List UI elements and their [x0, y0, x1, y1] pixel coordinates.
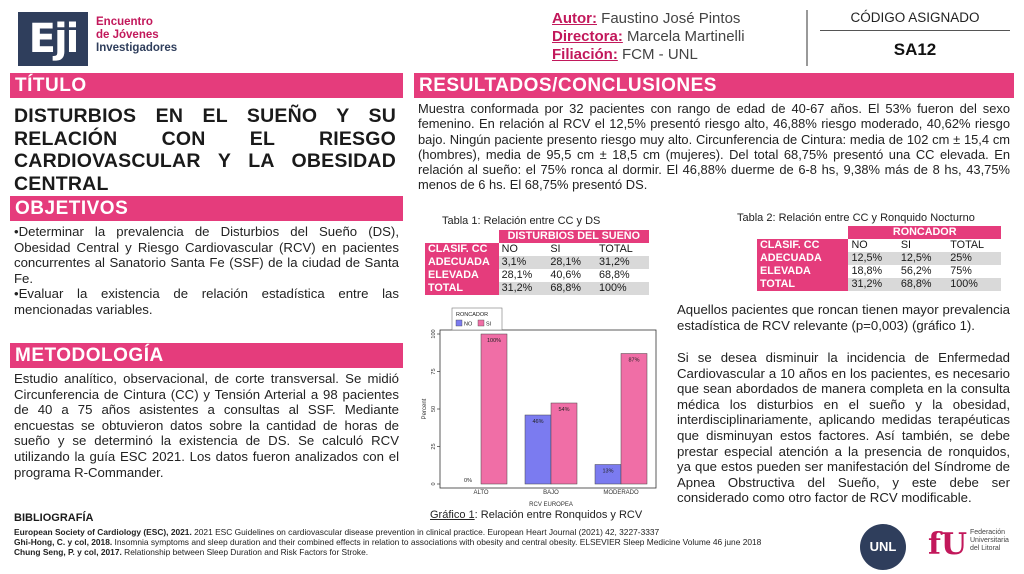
table1-col-header: CLASIF. CC [425, 243, 499, 256]
legend-swatch-si [478, 320, 484, 326]
table1-cell: 31,2% [499, 282, 548, 295]
bar-data-label: 87% [628, 357, 640, 364]
bib-entry-text: Relationship between Sleep Duration and Risk Factors for Stroke. [121, 547, 369, 558]
table1 [425, 230, 649, 295]
x-tick-label: BAJO [543, 490, 559, 496]
table-row [425, 256, 649, 269]
director-line [552, 28, 745, 46]
affiliation-label: Filiación: [552, 46, 618, 63]
bib-entry-author: Chung Seng, P. y col, 2017. [14, 547, 122, 558]
table-row [425, 269, 649, 282]
table2-col-header: SI [898, 239, 947, 252]
bib-entry [14, 537, 784, 547]
objetivo-1: •Determinar la prevalencia de Disturbios del Sueño (DS), Obesidad Central y Riesgo Cardiovascular (RCV) en pacientes concurrentes al Sanatorio Santa Fe (SSF) de la ciudad de Santa Fe. [14, 224, 399, 286]
table2-cell: 100% [947, 278, 1001, 291]
bib-entry-author: Ghi-Hong, C. y col, 2018. [14, 537, 113, 548]
bib-entry-text: Insomnia symptoms and sleep duration and their combined effects in relation to associations with obesity and central obesity. ELSEVIER Sleep Medicine Volume 46 june 2018 [112, 537, 762, 548]
table2-corner [757, 226, 848, 239]
code-label: CÓDIGO ASIGNADO [850, 10, 980, 25]
y-tick-label: 100 [431, 329, 437, 339]
fu-logo: fU [928, 527, 968, 562]
author-block [552, 10, 745, 64]
table2-col-header: CLASIF. CC [757, 239, 848, 252]
table2-row-label: TOTAL [757, 278, 848, 291]
table2-cell: 12,5% [898, 252, 947, 265]
bibliography-list [14, 527, 784, 558]
affiliation-line [552, 46, 745, 64]
objetivos-text [14, 224, 399, 318]
resultados-intro: Muestra conformada por 32 pacientes con rango de edad de 40-67 años. El 53% fueron del sexo femenino. En relación al RCV el 12,5% presentó riesgo alto, 46,88% riesgo moderado, 40,62% riesgo bajo. Ningún paciente presento riesgo muy alto. Circunferencia de Cintura: media de 102 cm ± 15,4 cm (hombres), media de 95,5 cm ± 18,5 cm (mujeres). Del total 68,75% presentó una CC elevada. En relación al sueño: el 75% ronca al dormir. El 46,88% duerme de 6-8 hs, 9,38% más de 8 hs, 43,75% menos de 6 hs. El 68,75% presentó DS. [418, 101, 1010, 193]
table2-cell: 56,2% [898, 265, 947, 278]
table2-col-header: TOTAL [947, 239, 1001, 252]
x-axis-label: RCV EUROPEA [529, 502, 573, 508]
table2-row-label: ADECUADA [757, 252, 848, 265]
bar-data-label: 100% [486, 338, 502, 344]
chart-caption-text: : Relación entre Ronquidos y RCV [474, 509, 643, 521]
table-row [757, 265, 1001, 278]
section-header-bibliografia: BIBLIOGRAFÍA [14, 512, 94, 524]
chart-caption [430, 509, 642, 521]
table2-cell: 31,2% [848, 278, 897, 291]
bib-entry [14, 547, 784, 557]
objetivo-2: •Evaluar la existencia de relación estadística entre las mencionadas variables. [14, 286, 399, 317]
y-axis-label: Percent [422, 398, 428, 420]
table1-cell: 3,1% [499, 256, 548, 269]
director-label: Directora: [552, 28, 623, 45]
table2 [757, 226, 1001, 291]
chart-ronquidos-rcv [420, 306, 664, 508]
table1-corner [425, 230, 499, 243]
unl-logo: UNL [860, 524, 906, 570]
poster-title: DISTURBIOS EN EL SUEÑO Y SU RELACIÓN CON EL RIESGO CARDIOVASCULAR Y LA OBESIDAD CENTRAL [14, 105, 396, 195]
y-tick-label: 25 [431, 443, 437, 450]
table-row [425, 282, 649, 295]
author-label: Autor: [552, 10, 597, 27]
author-line [552, 10, 745, 28]
metodologia-text: Estudio analítico, observacional, de corte transversal. Se midió Circunferencia de Cintura (CC) y Tensión Arterial a 98 pacientes de 40 a 75 años asistentes a consultas al SSF. Mediante encuestas se obtuvieron datos sobre la cantidad de horas de sueño y se determinó la existencia de DS. Se calculó RCV utilizando la guía ESC 2021. Los datos fueron analizados con el programa R-Commander. [14, 371, 399, 480]
resultados-right-2: Si se desea disminuir la incidencia de Enfermedad Cardiovascular a 10 años en los pacientes, es necesario que sean abordados de manera completa en la consulta médica los disturbios en el sueño y la obesidad, interdisciplinariamente, aplicando medidas terapéuticas que disminuyan estos factores. Así también, se debe prestar especial atención a la presencia de ronquidos, ya que estos pueden ser manifestación del Síndrome de Apnea Obstructiva del Sueño, y este debe ser considerado como otro factor de RCV modificable. [677, 350, 1010, 506]
section-header-metodologia: METODOLOGÍA [10, 343, 403, 368]
eji-logo-text [96, 16, 177, 55]
bib-entry [14, 527, 784, 537]
table-row [757, 252, 1001, 265]
logo-line-3: Investigadores [96, 42, 178, 54]
table2-cell: 68,8% [898, 278, 947, 291]
bib-entry-text: 2021 ESC Guidelines on cardiovascular disease prevention in clinical practice. European Heart Journal (2021) 42, 3227-3337 [191, 527, 660, 537]
fu-line: Universitaria [970, 537, 1009, 544]
table2-cell: 12,5% [848, 252, 897, 265]
table2-cell: 75% [947, 265, 1001, 278]
legend-entry: NO [464, 321, 473, 328]
bar-no-bajo [525, 415, 551, 484]
table1-col-header: TOTAL [596, 243, 649, 256]
bar-si-alto [481, 334, 507, 484]
table1-cell: 28,1% [499, 269, 548, 282]
fu-line: del Litoral [970, 545, 1001, 552]
table1-col-header: SI [547, 243, 596, 256]
table1-row-label: TOTAL [425, 282, 499, 295]
table1-cell: 68,8% [596, 269, 649, 282]
bar-data-label: 46% [532, 419, 544, 425]
y-tick-label: 0 [431, 482, 437, 486]
logo-line-1: Encuentro [96, 16, 153, 28]
bib-entry-author: European Society of Cardiology (ESC), 2021. [14, 527, 192, 537]
bar-data-label: 0% [464, 478, 472, 484]
x-tick-label: ALTO [473, 490, 489, 496]
logo-line-2: de Jóvenes [96, 29, 159, 41]
header-divider [806, 10, 808, 66]
table2-caption: Tabla 2: Relación entre CC y Ronquido Nocturno [737, 212, 975, 224]
table2-row-label: ELEVADA [757, 265, 848, 278]
section-header-objetivos: OBJETIVOS [10, 196, 403, 221]
section-header-resultados: RESULTADOS/CONCLUSIONES [414, 73, 1014, 98]
affiliation-value: FCM - UNL [617, 46, 698, 63]
table2-cell: 25% [947, 252, 1001, 265]
resultados-right-1: Aquellos pacientes que roncan tienen mayor prevalencia estadística de RCV relevante (p=0,003) (gráfico 1). [677, 302, 1010, 333]
table1-cell: 68,8% [547, 282, 596, 295]
table1-cell: 100% [596, 282, 649, 295]
author-value: Faustino José Pintos [597, 10, 741, 27]
chart-legend-title: RONCADOR [456, 312, 489, 318]
bar-data-label: 54% [558, 407, 570, 413]
table1-cell: 31,2% [596, 256, 649, 269]
legend-swatch-no [456, 320, 462, 326]
table1-cell: 28,1% [547, 256, 596, 269]
fu-logo-text [970, 529, 1009, 553]
table2-group-header: RONCADOR [848, 226, 1001, 239]
table1-col-header: NO [499, 243, 548, 256]
table1-group-header: DISTURBIOS DEL SUEÑO [499, 230, 649, 243]
table1-row-label: ADECUADA [425, 256, 499, 269]
x-tick-label: MODERADO [603, 490, 639, 496]
legend-entry: SI [486, 321, 492, 328]
director-value: Marcela Martinelli [622, 28, 745, 45]
fu-line: Federación [970, 529, 1006, 536]
chart-caption-label: Gráfico 1 [430, 509, 475, 521]
table2-col-header: NO [848, 239, 897, 252]
code-value: SA12 [893, 40, 937, 59]
table-row [757, 278, 1001, 291]
table1-caption: Tabla 1: Relación entre CC y DS [442, 215, 601, 227]
table2-cell: 18,8% [848, 265, 897, 278]
bar-si-bajo [551, 403, 577, 484]
bar-si-moderado [621, 354, 647, 485]
table1-row-label: ELEVADA [425, 269, 499, 282]
table1-cell: 40,6% [547, 269, 596, 282]
eji-logo: Eji [18, 12, 88, 66]
y-tick-label: 50 [431, 405, 437, 413]
section-header-titulo: TÍTULO [10, 73, 403, 98]
bar-data-label: 13% [602, 468, 614, 475]
code-underline [820, 30, 1010, 31]
y-tick-label: 75 [431, 368, 437, 375]
